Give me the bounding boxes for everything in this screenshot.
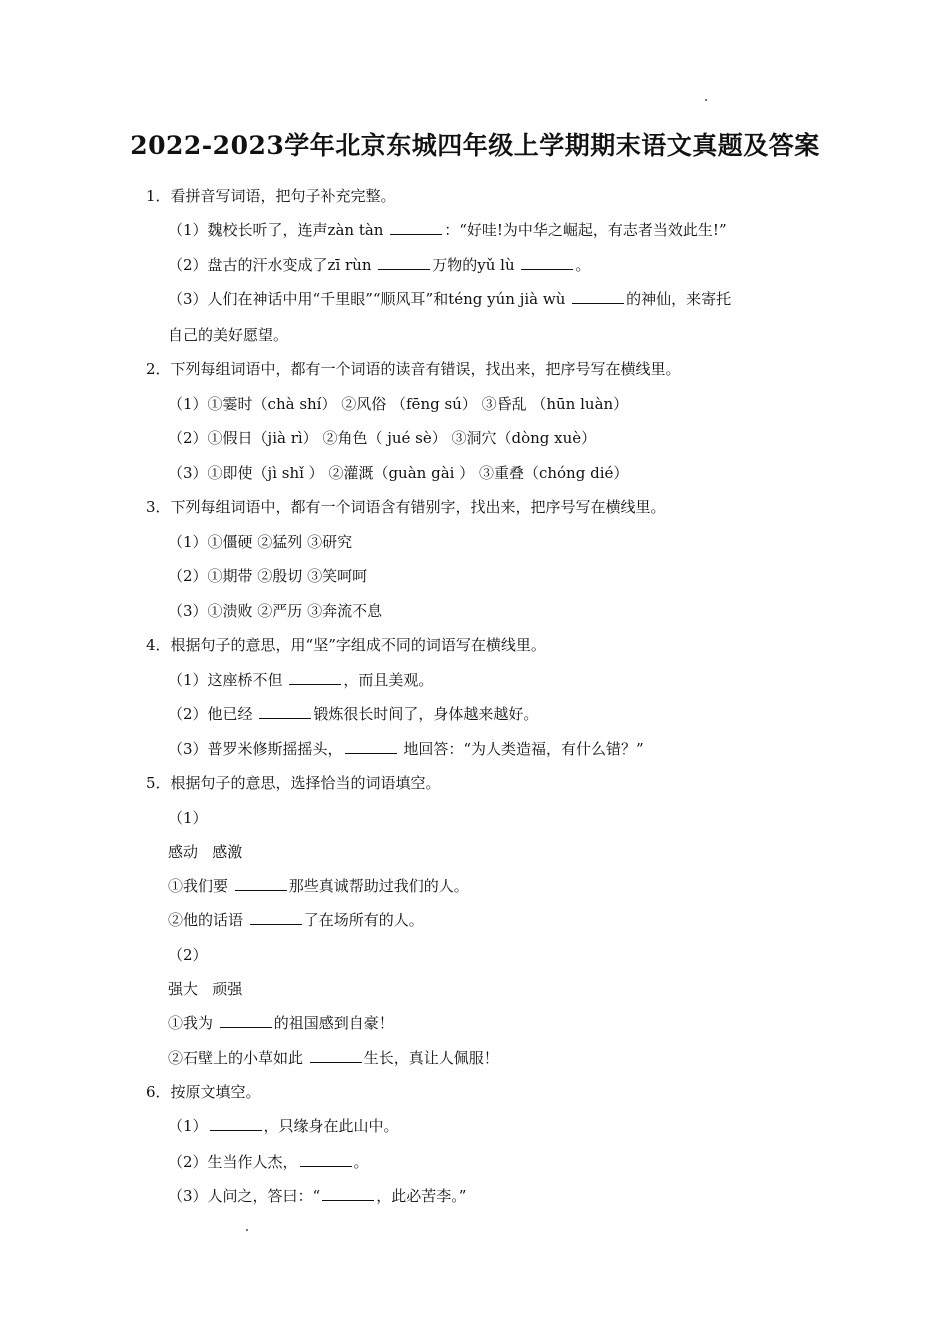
- answer-blank[interactable]: [322, 1186, 374, 1201]
- answer-blank[interactable]: [300, 1152, 352, 1167]
- q5-item-1-1: ①我们要 那些真诚帮助过我们的人。: [168, 877, 469, 895]
- page-title: 2022-2023学年北京东城四年级上学期期末语文真题及答案: [130, 131, 820, 160]
- q5-item-1-2: ②他的话语 了在场所有的人。: [168, 911, 424, 929]
- question-2-stem: 2．下列每组词语中，都有一个词语的读音有错误，找出来，把序号写在横线里。: [146, 360, 681, 378]
- answer-blank[interactable]: [210, 1116, 262, 1131]
- q3-item-3: （3）①溃败 ②严历 ③奔流不息: [168, 602, 383, 620]
- q3-item-1: （1）①僵硬 ②猛列 ③研究: [168, 533, 353, 551]
- q5-part-2-label: （2）: [168, 946, 208, 964]
- q5-word-choices-1: 感动 感激: [168, 843, 243, 861]
- q5-part-1-label: （1）: [168, 809, 208, 827]
- q1-item-1: （1）魏校长听了，连声zàn tàn ：“好哇!为中华之崛起，有志者当效此生!”: [168, 221, 727, 239]
- q1-item-3-cont: 自己的美好愿望。: [168, 326, 289, 344]
- page-mark-bottom: [246, 1229, 248, 1231]
- answer-blank[interactable]: [259, 704, 311, 719]
- question-3-stem: 3．下列每组词语中，都有一个词语含有错别字，找出来，把序号写在横线里。: [146, 498, 666, 516]
- q5-word-choices-2: 强大 顽强: [168, 980, 243, 998]
- question-5-stem: 5．根据句子的意思，选择恰当的词语填空。: [146, 774, 441, 792]
- q3-item-2: （2）①期带 ②殷切 ③笑呵呵: [168, 567, 368, 585]
- q5-item-2-2: ②石壁上的小草如此 生长，真让人佩服！: [168, 1049, 499, 1067]
- answer-blank[interactable]: [250, 910, 302, 925]
- answer-blank[interactable]: [378, 255, 430, 270]
- question-6-stem: 6．按原文填空。: [146, 1083, 261, 1101]
- q6-item-3: （3）人问之，答曰：“ ，此必苦李。”: [168, 1187, 467, 1205]
- q5-item-2-1: ①我为 的祖国感到自豪！: [168, 1014, 394, 1032]
- answer-blank[interactable]: [390, 220, 442, 235]
- answer-blank[interactable]: [521, 255, 573, 270]
- question-1-stem: 1．看拼音写词语，把句子补充完整。: [146, 187, 396, 205]
- q4-item-2: （2）他已经 锻炼很长时间了，身体越来越好。: [168, 705, 539, 723]
- answer-blank[interactable]: [220, 1013, 272, 1028]
- answer-blank[interactable]: [289, 670, 341, 685]
- answer-blank[interactable]: [345, 739, 397, 754]
- question-4-stem: 4．根据句子的意思，用“坚”字组成不同的词语写在横线里。: [146, 636, 546, 654]
- q2-item-3: （3）①即使（jì shǐ ） ②灌溉（guàn gài ） ③重叠（chóng dié）: [168, 464, 629, 482]
- q6-item-2: （2）生当作人杰， 。: [168, 1153, 369, 1171]
- q1-item-3: （3）人们在神话中用“千里眼”“顺风耳”和téng yún jià wù 的神仙，来寄托: [168, 290, 732, 308]
- q4-item-3: （3）普罗米修斯摇摇头， 地回答：“为人类造福，有什么错？”: [168, 740, 644, 758]
- answer-blank[interactable]: [235, 876, 287, 891]
- q1-item-2: （2）盘古的汗水变成了zī rùn 万物的yǔ lù 。: [168, 256, 591, 274]
- answer-blank[interactable]: [572, 289, 624, 304]
- page-mark-top: [705, 99, 707, 101]
- q2-item-2: （2）①假日（jià rì） ②角色（ jué sè） ③洞穴（dòng xuè）: [168, 429, 597, 447]
- q2-item-1: （1）①霎时（chà shí） ②风俗 （fēng sú） ③昏乱 （hūn luàn）: [168, 395, 629, 413]
- answer-blank[interactable]: [310, 1048, 362, 1063]
- q4-item-1: （1）这座桥不但 ，而且美观。: [168, 671, 434, 689]
- q6-item-1: （1） ，只缘身在此山中。: [168, 1117, 399, 1135]
